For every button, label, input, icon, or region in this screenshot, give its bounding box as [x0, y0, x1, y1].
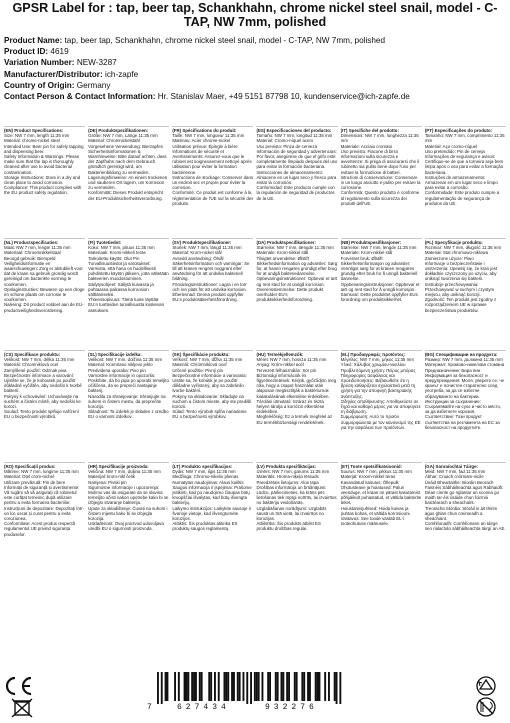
barcode-bar: [334, 672, 336, 701]
spec-heading: (SL) Specifikacije izdelka:: [88, 352, 142, 357]
spec-cell: [172, 238, 253, 346]
barcode-bar: [246, 672, 248, 704]
spec-cell: [88, 126, 169, 234]
spec-body: Koko: NW 7 mm, pituus 11:35 mm Materiaali: Kromi-nikkeli teräs Tarkoitettu käyttö: Olut Pin Turvallisuustiedot ja varoitukset: Varmista, että hana on huolellisesti puhdistettu käytön jälkeen, jotta vältetään bakteerien muodostuminen. Säilytysohjeet: Säilytä kuivassa ja puhtaassa paikassa korroosion välttämiseksi. Yhteensopivuus: Tämä tuote täyttää EU:n tuotteiden turvallisuutta koskevan asetuksen.: [88, 245, 169, 313]
barcode-bar: [281, 672, 283, 701]
barcode-bar: [243, 672, 245, 701]
spec-body: Size: NW 7 mm, length 11:35 mm Material: chrome-nickel steel Intended Use: Beer pin for safely tapping and dispensing beer. Safety Information & Warnings: Please make sure that the tap is thoroughly cleaned after use to avoid bacterial contamination. Storage Instructions: Store in a dry and clean place to avoid corrosion. Compliance: This product complies with the EU product safety regulation.: [4, 133, 84, 196]
barcode-bar: [339, 672, 341, 704]
country-of-origin-row: [4, 80, 506, 91]
label-title: GPSR Label for : tap, beer tap, Schankhahn, chrome nickel steel snail, model - C-TAP, NW 7mm, polished: [12, 1, 498, 29]
spec-body: Maat: NW 7 mm, lengte 11:35 mm Materiaal: Chroomnikkelstaal Beoogd gebruik: Bierspeld Veiligheidsinformatie en waarschuwingen: Zorg er alstublieft voor dat de kraan na gebruik grondig wordt gereinigd om bacteriële vorming te voorkomen. Opslaginstructies: Bewaren op een droge en schone plaats om corrosie te voorkomen. Naleving: Dit product voldoet aan de EU-productveiligheidsverordening.: [4, 245, 85, 313]
barcode-bar: [178, 672, 180, 701]
spec-cell: [256, 238, 337, 346]
spec-heading: (NL) Productspecificaties:: [4, 240, 59, 245]
spec-cell: [88, 238, 169, 346]
spec-heading: (HR) Specifikacije proizvoda:: [88, 464, 149, 469]
spec-heading: (GA) Sonraíochtaí Táirge:: [424, 464, 479, 469]
barcode-bar: [227, 672, 229, 701]
spec-heading: (ET) Toote spetsifikatsioonid:: [340, 464, 403, 469]
spec-cell: [341, 350, 422, 458]
spec-heading: (EN) Product Specifications:: [4, 128, 64, 133]
spec-cell: [341, 126, 422, 234]
spec-cell: [172, 462, 253, 570]
spec-cell: [172, 126, 253, 234]
spec-cell: [256, 126, 337, 234]
barcode-right-group: 932276: [265, 703, 318, 712]
barcode-bar: [161, 672, 163, 704]
barcode-bar: [319, 672, 321, 701]
barcode-bar: [167, 672, 169, 701]
barcode-bar: [231, 672, 233, 701]
variation-number-value: NEW-3287: [76, 58, 117, 68]
spec-body: Méret: NW 7 mm, hossza 11:35 mm Anyag: Króm-nikkel acél Tervezett felhasználás: Sör pin Biztonsági információk és figyelmeztetések: Kérjük, győződjön meg róla, hogy a csapot használat után alaposan megtisztítják a baktériumok kialakulásának elkerülése érdekében. Tárolási útmutató: Száraz és tiszta helyen tárolja a korrózió elkerülése érdekében. Megfelelőség: Ez a termék megfelel az EU termékbiztonsági rendeletének.: [256, 357, 337, 425]
spec-body: Dydis: NW 7 mm, ilgis 11:35 mm Medžiaga: Chromo-nikelio plienas Numatytas naudojimas: Alaus kaištis Saugos informacija ir įspėjimai: Prašome įsitikinti, kad po naudojimo čiaupas būtų kruopščiai išvalytas, kad būtų išvengta bakterijų. Laikymo instrukcijos: Laikykite sausoje ir švarioje vietoje, kad išvengtumėte korozijos. Atitiktis: Šis produktas atitinka ES produktų saugos reglamentą.: [172, 469, 252, 532]
barcode-bar: [210, 672, 212, 701]
spec-heading: (IT) Specifiche del prodotto:: [340, 128, 399, 133]
spec-body: Veličina: NW 7 mm, duljina 11:35 mm Materijal: krom-nikl čelik Namjena: Pivski pin Sigurnosne informacije i upozorenja: Molimo vas da osigurate da se slavina temeljito očisti nakon upotrebe kako bi se izbjeglo stvaranje bakterija. Upute za skladištenje: Čuvati na suhom i čistom mjestu kako bi se izbjegla korozija. Usklađenost: Ovaj proizvod udovoljava uredbi EU o sigurnosti proizvoda.: [88, 469, 169, 532]
spec-heading: (PL) Specyfikacje produktu:: [424, 240, 483, 245]
barcode-bar: [324, 672, 326, 701]
barcode-bar: [225, 672, 227, 701]
spec-cell: [425, 238, 506, 346]
spec-body: Mărime: NW 7 mm, lungime 11:35 mm Material: Oțel crom-nichel Utilizare prevăzută: Pin de bere Informații de siguranță și avertismente: Vă rugăm să vă asigurați că robinetul este curățat temeinic după utilizare pentru a evita formarea bacteriilor. Instrucțiuni de depozitare: Depozitați într-un loc uscat și curat pentru a evita coroziunea. Conformitate: Acest produs respectă regulamentul UE privind siguranța produselor.: [4, 469, 85, 537]
spec-cell: [4, 126, 85, 234]
spec-body: Tamanho: NW 7 mm, comprimento 11:35 mm Material: Aço cromo-níquel Uso pretendido: Pin de cerveja Informações de segurança e avisos: Certifique-se de que a torneira seja bem limpa após o uso para evitar a formação bacteriana. Instruções de armazenamento: Armazenar em um lugar seco e limpo para evitar a corrosão. Conformidade: Este produto cumpre a regulamentação de segurança de produtos da UE.: [424, 133, 505, 206]
barcode-bar: [237, 672, 239, 701]
spec-body: Veľkosť: NW 7 mm, dĺžka 11:35 mm Materiál: Chrómniklová oceľ Určené použitie: Pivný pin Bezpečnostné informácie a varovania: Uistite sa, že kohútik je po použití dôkladne vyčistený, aby sa zabránilo tvorbe baktérií. Pokyny na skladovanie: Skladujte na suchom a čistom mieste, aby ste predišli korózii. Súlad: Tento výrobok spĺňa nariadenie EÚ o bezpečnosti výrobkov.: [172, 357, 252, 420]
spec-body: Storlek: NW 7 mm, längd 11:35 mm Material: Krom-nickel stål Avsedd användning: Ölnål Säkerhetsinformation och varningar: Se till att kranen rengörs noggrant efter användning för att undvika bakteriell bildning. Förvaringsinstruktioner: Lagra i en torr och ren plats för att undvika korrosion. Efterlevnad: Denna produkt uppfyller EU:s produktsäkerhetsförordning.: [172, 245, 250, 303]
spec-heading: (FI) Tuotetiedot:: [88, 240, 122, 245]
product-name-row: [4, 35, 506, 46]
spec-heading: (DE) Produktspezifikationen:: [88, 128, 149, 133]
spec-cell: [88, 462, 169, 570]
barcode-bar: [208, 672, 210, 701]
country-of-origin-label: Country of Origin:: [4, 80, 75, 90]
contact-label: Contact Person & Contact Information:: [4, 92, 156, 102]
barcode-bar: [191, 672, 193, 701]
country-of-origin-value: Germany: [76, 80, 111, 90]
spec-heading: (PT) Especificações do produto:: [424, 128, 493, 133]
barcode-bar: [187, 672, 189, 701]
product-name-value: tap, beer tap, Schankhahn, chrome nickel steel snail, model - C-TAP, NW 7mm, polished: [64, 36, 386, 45]
barcode-first-digit: 7: [147, 703, 152, 712]
spec-cell: [341, 238, 422, 346]
spec-body: Размер: NW 7 mm, дължина 11:35 mm Материал: Хромово-никелова стомана Предназначение: Бира пин Информация за безопасност и предупреждения: Моля, уверете се, че кранът е почистен старателно след употреба, за да се избегне образуването на бактерии. Инструкции за съхранение: Съхранявайте на сухо и чисто място, за да избегнете корозия. Съответствие: Този продукт съответства на регламента на ЕС за безопасност на продуктите.: [424, 357, 505, 430]
spec-body: Velikost: NW 7 mm, dolžina 11:35 mm Material: Kromirano nikljevo jeklo Predvidena uporaba: Pivo pin Varnostne informacije in opozorila: Poskrbite, da bo pipa po uporabi temeljito očiščena, da se prepreči nastajanje bakterij. Navodila za shranjevanje: Shranjujte na suhem in čistem mestu, da preprečite korozijo. Skladnost: Ta izdelek je skladen z uredbo EU o varnosti izdelkov.: [88, 357, 169, 420]
barcode-bar: [250, 672, 252, 704]
barcode-bar: [199, 672, 201, 701]
barcode-bar: [214, 672, 216, 701]
spec-body: Velikost: NW 7 mm, délka 11:35 mm Materiál: Chromniklová ocel Zamýšlené použití: Odznak piva Bezpečnostní informace a varování: Ujistěte se, že je kohoutek po použití důkladně vyčištěn, aby nedošlo k tvorbě bakterií. Pokyny k uchovávání: Uchovávejte na suchém a čistém místě, aby nedošlo ke korozi. Soulad: Tento produkt splňuje nařízení EU o bezpečnosti výrobků.: [4, 357, 82, 420]
spec-body: Izmērs: NW 7 mm, garums 11:35 mm Materiāls: Hroma-niķeļa tērauds Paredzētais lietojums: Alus tapa Drošības informācija un brīdinājumi: Lūdzu, pārliecinieties, ka krāns pēc lietošanas tiek rūpīgi notīrīts, lai izvairītos no baktēriju veidošanās. Uzglabāšanas norādījumi: Uzglabāt sausā un tīrā vietā, lai izvairītos no korozijas. Atbilstība: Šis produkts atbilst ES produktu drošības regulai.: [256, 469, 337, 532]
barcode-bar: [275, 672, 277, 701]
spec-heading: (EL) Προδιαγραφές προϊόντος:: [340, 352, 406, 357]
spec-heading: (LV) Produkta specifikācijas:: [256, 464, 317, 469]
product-id-label: Product ID:: [4, 47, 49, 57]
barcode-bar: [201, 672, 203, 701]
manufacturer-row: [4, 69, 506, 80]
barcode-bar: [258, 672, 260, 701]
barcode-left-group: 627434: [177, 703, 230, 712]
barcode-bar: [262, 672, 264, 701]
ce-mark-icon: [7, 678, 31, 694]
barcode-bar: [277, 672, 279, 701]
barcode-bar: [256, 672, 258, 701]
spec-heading: (HU) Termékjellemzők:: [256, 352, 304, 357]
spec-cell: [256, 350, 337, 458]
variation-number-label: Variation Number:: [4, 58, 75, 68]
spec-cell: [425, 350, 506, 458]
barcode-bar: [288, 672, 290, 701]
spec-heading: (LT) Produkto specifikacijos:: [172, 464, 233, 469]
spec-heading: (ES) Especificaciones del producto:: [256, 128, 332, 133]
barcode-bar: [218, 672, 220, 701]
left-marks: [4, 674, 44, 718]
barcode-bar: [233, 672, 235, 701]
spec-cell: [425, 462, 506, 570]
product-id-row: [4, 46, 506, 57]
specifications-grid: [4, 126, 506, 682]
variation-number-row: [4, 57, 506, 68]
barcode-bar: [336, 672, 338, 704]
right-marks: [466, 674, 506, 718]
barcode-bar: [328, 672, 330, 701]
spec-body: Größe: NW 7 mm, Länge 11:35 mm Material: Chromnickelstahl Vorgesehene Verwendung: Bierzapfen Sicherheitsinformationen & Warnhinweise: Bitte darauf achten, dass der Zapfhahn nach dem Gebrauch gründlich gereinigt wird, um Bakterienbildung zu vermeiden. Lagerungshinweise: An einem trockenen und sauberen Ort lagern, um Korrosion zu vermeiden. Konformität: Dieses Produkt entspricht der EU-Produktsicherheitsverordnung.: [88, 133, 168, 201]
barcode-bar: [157, 672, 159, 704]
weee-bin-icon: [12, 699, 32, 717]
barcode-bar: [282, 672, 284, 701]
barcode-bar: [186, 672, 188, 701]
barcode-bar: [301, 672, 303, 701]
spec-cell: [172, 350, 253, 458]
recycling-triman-icon: [477, 677, 495, 695]
barcode-bar: [195, 672, 197, 701]
spec-heading: (NB) Produktspesifikasjoner:: [340, 240, 402, 245]
label-footer: [0, 672, 510, 720]
no-food-contact-icon: [477, 698, 495, 716]
barcode-bar: [254, 672, 256, 701]
barcode-bar: [193, 672, 195, 701]
spec-heading: (FR) Spécifications du produit:: [172, 128, 237, 133]
spec-body: Størrelse: NW 7 mm, længde 11:35 mm Materiale: Krom-nikkel stål Tilsigtet anvendelse: Ølstift Sikkerhedsinformation og advarsler: Sørg for, at hanen rengøres grundigt efter brug for at undgå bakteriedannelse. Opbevaringsinstruktioner: Opbevar et tørt og rent sted for at undgå korrosion. Overensstemmelse: Dette produkt overholder EU's produktsikkerhedsforordning.: [256, 245, 338, 303]
spec-cell: [4, 350, 85, 458]
barcode-bar: [184, 672, 186, 701]
barcode-bar: [317, 672, 319, 701]
spec-body: Tamaño: NW 7 mm, longitud 11:35 mm Material: Cromo-níquel acero Uso previsto: Pinza de cerveza Información de seguridad y advertencias: Por favor, asegúrese de que el grifo esté completamente limpiado después del uso para evitar la formación bacteriana. Instrucciones de almacenamiento: Almacene en un lugar seco y fresco para evitar la corrosión. Conformidad: Este producto cumple con la regulación de seguridad de productos de la UE.: [256, 133, 338, 201]
spec-body: Taille: NW 7 mm, longueur 11:35 mm Matériau: Acier chrome-nickel Utilisation prévue: Épingle à bière Informations de sécurité et Avertissements: Assurez-vous que le robinet est soigneusement nettoyé après utilisation pour éviter la formation bactérienne. Instructions de stockage: Conserver dans un endroit sec et propre pour éviter la corrosion. Conformité: Ce produit est conforme à la réglementation de l'UE sur la sécurité des produits.: [172, 133, 254, 206]
contact-row: [4, 91, 506, 102]
barcode-bar: [267, 672, 269, 701]
spec-body: Méid: NW 7 mm, fad 11:35 mm Ábhar: Cruach cróimiam-nicile Úsáid Bheartaithe: Bioráin Beorach Faisnéis Sábháilteachta agus Rabhaidh: Déan cinnte go nglantar an sconna go maith tar éis úsáide chun foirmiú baictéarach a sheachaint. Treoracha Stórála: Stóráil in áit thirim agus ghlan chun creimeadh a sheachaint. Comhlíonadh: Comhlíonann an táirge seo rialachán sábháilteachta táirgí an AE.: [424, 469, 506, 532]
spec-heading: (SV) Produktspecifikationer:: [172, 240, 232, 245]
spec-cell: [4, 238, 85, 346]
spec-body: Suurus: NW 7 mm, pikkus 11:35 mm Materjal: Kroom-nikkel teras Kavandatud kasutus: Õllepulk Ohutusteave ja hoiatused: Palun veenduge, et kraan on pärast kasutamist põhjalikult puhastatud, et vältida bakterite teket. Hoiustamisjuhised: Hoida kuivas ja puhtas kohas, et vältida korrosiooni. Vastavus: See toode vastab EL-i tooteohutuse määrusele.: [340, 469, 422, 527]
product-name-label: Product Name:: [4, 36, 63, 45]
product-id-value: 4619: [50, 47, 69, 57]
spec-heading: (CS) Specifikace produktu:: [4, 352, 61, 357]
barcode-bar: [309, 672, 311, 701]
ean-barcode: [147, 672, 363, 710]
spec-body: Størrelse: NW 7 mm, lengde 11:35 mm Materiale: Krom-nikkel stål Forventet bruk: Ølstift Sikkerhetsinformasjon og advarsler: Vennligst sørg for at kranen rengjøres grundig etter bruk for å unngå bakteriell dannelse. Oppbevaringsinstruksjoner: Oppbevar et tørt og rent sted for å unngå korrosjon. Samsvar: Dette produktet oppfyller EUs forordning om produktsikkerhet.: [340, 245, 420, 303]
manufacturer-value: ich-zapfe: [105, 69, 139, 79]
barcode-bar: [239, 672, 241, 701]
spec-heading: (RO) Specificații produs:: [4, 464, 56, 469]
spec-heading: (SK) Špecifikácie produktu:: [172, 352, 230, 357]
spec-heading: (DA) Produktspecifikationer:: [256, 240, 317, 245]
spec-cell: [425, 126, 506, 234]
barcode-bar: [165, 672, 167, 701]
barcode-bar: [296, 672, 298, 701]
spec-cell: [4, 462, 85, 570]
barcode-bar: [269, 672, 271, 701]
spec-cell: [88, 350, 169, 458]
spec-cell: [341, 462, 422, 570]
barcode-bar: [303, 672, 305, 701]
barcode-bar: [307, 672, 309, 701]
contact-value: Hr. Stanislav Maer, +49 5151 87798 10, kundenservice@ich-zapfe.de: [157, 92, 410, 102]
barcode-bar: [224, 672, 226, 701]
spec-body: Rozmiar: NW 7 mm, długość 11:35 mm Materiał: Stal chromowo-niklowa Zamierzone użycie: Piwo Informacje o bezpieczeństwie i ostrzeżenia: Upewnij się, że kran jest dokładnie czyszczony po użyciu, aby uniknąć tworzenia się bakterii. Instrukcje przechowywania: Przechowywać w suchym i czystym miejscu, aby uniknąć korozji. Zgodność: Ten produkt jest zgodny z rozporządzeniem UE w sprawie bezpieczeństwa produktów.: [424, 245, 502, 313]
spec-heading: (BG) Спецификации на продукта:: [424, 352, 498, 357]
spec-body: Dimensioni: NW 7 mm, lunghezza 11:35 mm Materiale: Acciaio cromato Uso previsto: Fiacone di birra Informazioni sulla sicurezza e avvertenze: Si prega di assicurarsi che il rubinetto sia pulito bene dopo l'uso per evitare la formazione di batteri. Istruzioni di conservazione: Conservare in un luogo asciutto e pulito per evitare la corrosione. Conformità: Questo prodotto è conforme al regolamento sulla sicurezza dei prodotti dell'UE.: [340, 133, 421, 206]
manufacturer-label: Manufacturer/Distributor:: [4, 69, 103, 79]
barcode-bar: [315, 672, 317, 701]
spec-cell: [256, 462, 337, 570]
spec-body: Μέγεθος: NW 7 mm, μήκος 11:35 mm Υλικό: Χάλυβας χρωμίου-νικελίου Προβλεπόμενη χρήση: Πείρος μπύρας Πληροφορίες ασφάλειας και προειδοποιήσεις: Βεβαιωθείτε ότι η βρύση καθαρίζεται σχολαστικά μετά τη χρήση για την αποφυγή βακτηριακής ανάπτυξης. Οδηγίες αποθήκευσης: Αποθηκεύστε σε ξηρό και καθαρό μέρος για να αποφύγετε τη διάβρωση. Συμμόρφωση: Αυτό το προϊόν συμμορφώνεται με τον κανονισμό της ΕΕ για την ασφάλεια των προϊόντων.: [340, 357, 421, 430]
barcode-bar: [286, 672, 288, 701]
product-info: [4, 35, 506, 102]
barcode-bar: [294, 672, 296, 701]
barcode-bar: [174, 672, 176, 701]
